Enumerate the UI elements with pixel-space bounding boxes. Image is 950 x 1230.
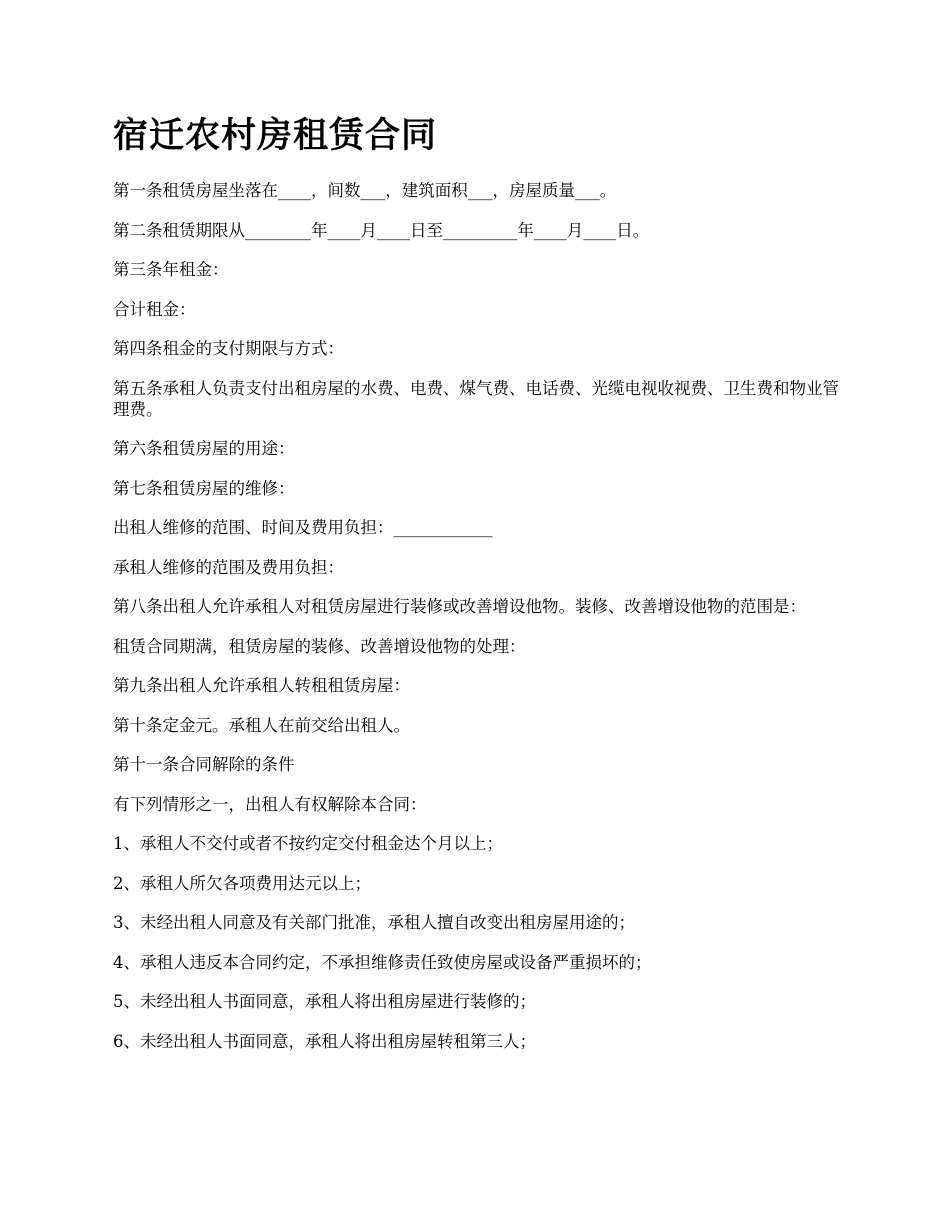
list-item: 2、承租人所欠各项费用达元以上； bbox=[113, 873, 371, 893]
clause-1-location: 第一条租赁房屋坐落在____，间数___，建筑面积___，房屋质量___。 bbox=[113, 181, 617, 200]
list-item: 3、未经出租人同意及有关部门批准，承租人擅自改变出租房屋用途的； bbox=[113, 913, 635, 932]
renovation-on-expiry: 租赁合同期满，租赁房屋的装修、改善增设他物的处理： bbox=[113, 636, 526, 656]
clause-9-sublease: 第九条出租人允许承租人转租租赁房屋： bbox=[113, 676, 410, 695]
clause-3-annual-rent: 第三条年租金： bbox=[113, 260, 229, 279]
clause-5-fees: 第五条承租人负责支付出租房屋的水费、电费、煤气费、电话费、光缆电视收视费、卫生费和物业管理费。 bbox=[113, 378, 839, 419]
termination-intro: 有下列情形之一，出租人有权解除本合同： bbox=[113, 794, 427, 814]
clause-4-payment: 第四条租金的支付期限与方式： bbox=[113, 339, 344, 358]
list-item: 4、承租人违反本合同约定，不承担维修责任致使房屋或设备严重损坏的； bbox=[113, 952, 652, 972]
clause-2-term: 第二条租赁期限从________年____月____日至_________年____月____日。 bbox=[113, 220, 650, 240]
lessee-repair-scope: 承租人维修的范围及费用负担： bbox=[113, 557, 344, 577]
clause-6-usage: 第六条租赁房屋的用途： bbox=[113, 439, 295, 458]
clause-11-termination: 第十一条合同解除的条件 bbox=[113, 755, 295, 774]
document-page bbox=[113, 112, 843, 1070]
list-item: 1、承租人不交付或者不按约定交付租金达个月以上； bbox=[113, 834, 503, 853]
total-rent: 合计租金： bbox=[113, 299, 196, 319]
clause-8-renovation: 第八条出租人允许承租人对租赁房屋进行装修或改善增设他物。装修、改善增设他物的范围是： bbox=[113, 597, 806, 616]
clause-7-repair: 第七条租赁房屋的维修： bbox=[113, 478, 295, 498]
list-item: 6、未经出租人书面同意，承租人将出租房屋转租第三人； bbox=[113, 1031, 536, 1051]
list-item: 5、未经出租人书面同意，承租人将出租房屋进行装修的； bbox=[113, 992, 536, 1011]
clause-10-deposit: 第十条定金元。承租人在前交给出租人。 bbox=[113, 715, 410, 735]
lessor-repair-scope: 出租人维修的范围、时间及费用负担：____________ bbox=[113, 518, 493, 537]
page-title: 宿迁农村房租赁合同 bbox=[113, 116, 438, 156]
